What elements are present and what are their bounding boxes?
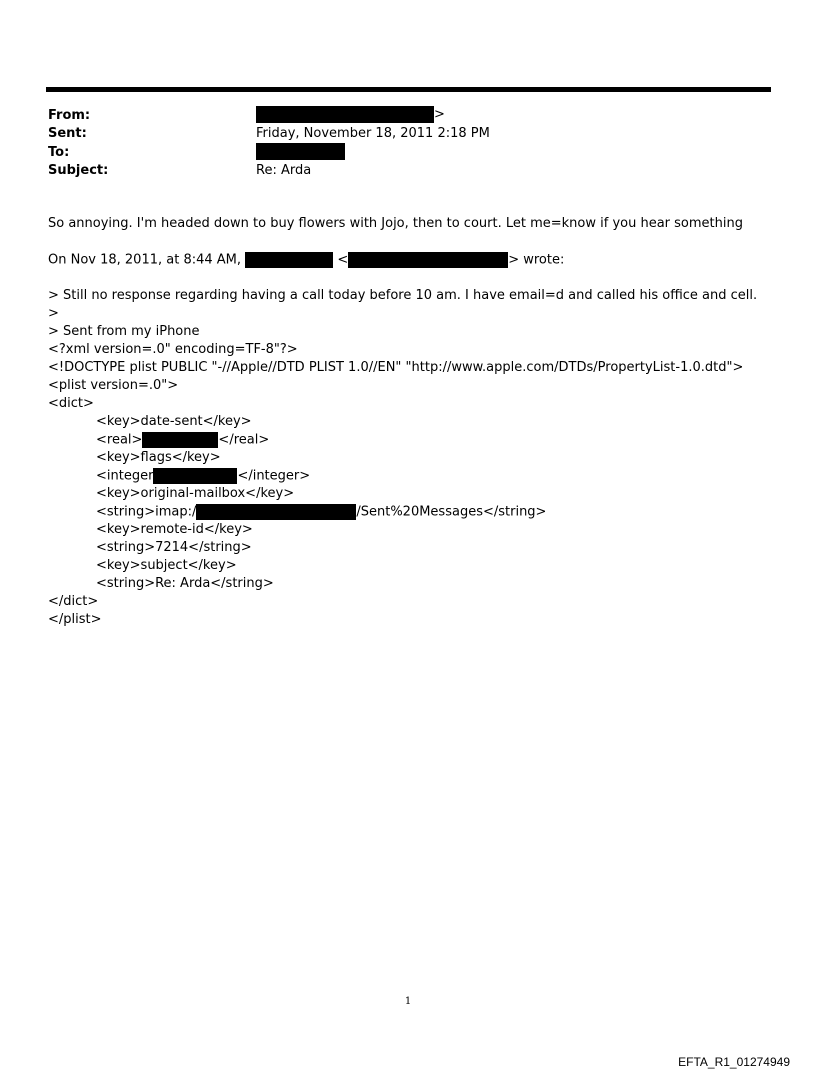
sent-value: Friday, November 18, 2011 2:18 PM bbox=[256, 126, 490, 141]
dict-line: <string>7214</string> bbox=[96, 540, 252, 555]
xml-line: </dict> bbox=[48, 594, 99, 609]
sent-label: Sent: bbox=[48, 126, 87, 141]
redaction bbox=[153, 468, 237, 484]
redaction bbox=[348, 252, 508, 268]
xml-line: <?xml version=.0" encoding=TF-8"?> bbox=[48, 342, 298, 357]
dict-line: <key>remote-id</key> bbox=[96, 522, 253, 537]
xml-line: <plist version=.0"> bbox=[48, 378, 179, 393]
xml-line: <!DOCTYPE plist PUBLIC "-//Apple//DTD PLIST 1.0//EN" "http://www.apple.com/DTDs/PropertyList-1.0.dtd"> bbox=[48, 360, 744, 375]
page-number: 1 bbox=[404, 996, 412, 1007]
quoted-line: > Still no response regarding having a call today before 10 am. I have email=d and called his office and cell. bbox=[48, 288, 758, 303]
xml-line: <dict> bbox=[48, 396, 94, 411]
dict-line: <real> </real> bbox=[96, 432, 270, 448]
dict-line: <string>Re: Arda</string> bbox=[96, 576, 274, 591]
quote-intro: On Nov 18, 2011, at 8:44 AM, < > wrote: bbox=[48, 252, 565, 268]
from-label: From: bbox=[48, 108, 91, 123]
reply-text: So annoying. I'm headed down to buy flowers with Jojo, then to court. Let me=know if you hear something bbox=[48, 216, 743, 231]
quoted-line: > Sent from my iPhone bbox=[48, 324, 200, 339]
redaction bbox=[142, 432, 218, 448]
xml-line: </plist> bbox=[48, 612, 102, 627]
quoted-line: > bbox=[48, 306, 59, 321]
redaction bbox=[196, 504, 356, 520]
subject-label: Subject: bbox=[48, 163, 109, 178]
redaction bbox=[256, 106, 434, 123]
dict-line: <key>date-sent</key> bbox=[96, 414, 252, 429]
header-rule bbox=[46, 87, 771, 92]
from-suffix: > bbox=[434, 107, 445, 122]
dict-line: <key>subject</key> bbox=[96, 558, 237, 573]
from-value bbox=[256, 106, 445, 123]
document-id: EFTA_R1_01274949 bbox=[678, 1055, 790, 1069]
subject-value: Re: Arda bbox=[256, 163, 312, 178]
dict-line: <key>flags</key> bbox=[96, 450, 221, 465]
to-label: To: bbox=[48, 145, 70, 160]
to-value bbox=[256, 143, 345, 160]
dict-line: <string>imap:/ /Sent%20Messages</string> bbox=[96, 504, 547, 520]
dict-line: <integer </integer> bbox=[96, 468, 311, 484]
dict-line: <key>original-mailbox</key> bbox=[96, 486, 295, 501]
redaction bbox=[245, 252, 333, 268]
redaction bbox=[256, 143, 345, 160]
